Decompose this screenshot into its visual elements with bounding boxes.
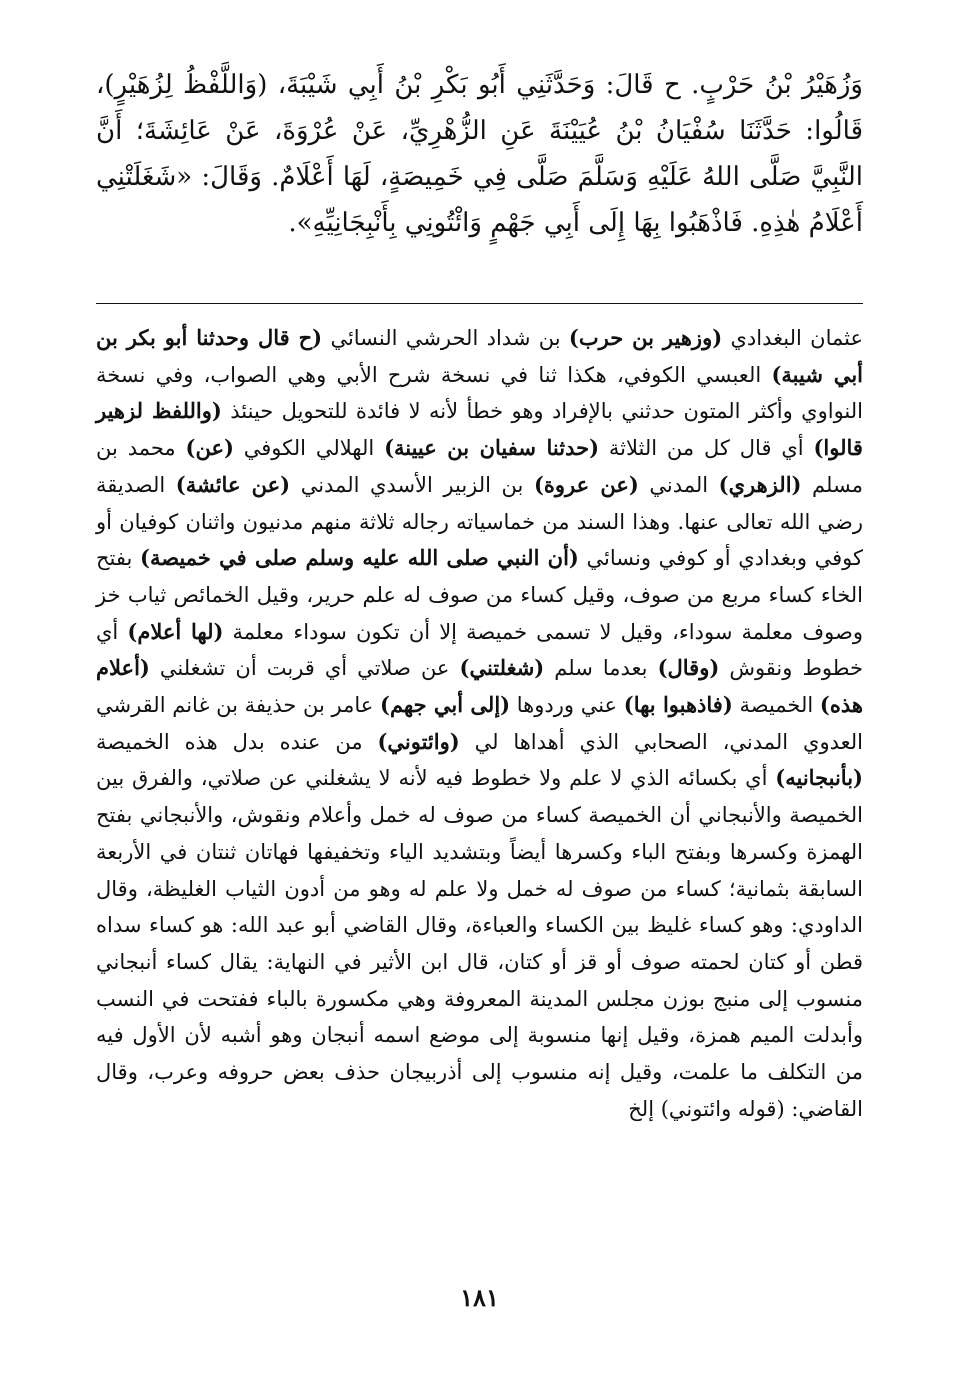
commentary-lemma: (الزهري) [718, 471, 802, 497]
commentary-lemma: (شغلتني) [459, 655, 545, 681]
commentary-block [96, 320, 863, 1127]
commentary-lemma: (عن عائشة) [175, 471, 291, 497]
commentary-text: الهلالي الكوفي [243, 436, 375, 461]
commentary-lemma: (إلى أبي جهم) [380, 692, 511, 718]
commentary-lemma: (حدثنا سفيان بن عيينة) [384, 435, 600, 461]
commentary-text: عامر بن حذيفة بن غانم القرشي العدوي المدني، الصحابي الذي أهداها لي [96, 693, 863, 754]
commentary-lemma: (عن) [185, 435, 234, 461]
commentary-lemma: (وزهير بن حرب) [568, 325, 723, 350]
commentary-text: عني وردوها [516, 693, 618, 718]
commentary-lemma: (عن عروة) [533, 471, 639, 497]
commentary-text: عثمان البغدادي [730, 326, 863, 350]
commentary-text: المدني [649, 472, 709, 497]
footnote-divider [96, 303, 863, 304]
commentary-text: الخميصة [739, 693, 814, 718]
commentary-text: بعدما سلم [554, 656, 648, 681]
commentary-lemma: (بأنبجانيه) [775, 765, 863, 791]
commentary-text: بفتح الخاء كساء مربع من صوف، وقيل كساء من صوف له علم حرير، وقيل الخمائص ثياب خز وصوف معلمة سوداء، وقيل لا تسمى خميصة إلا أن تكون سوداء معلمة [96, 546, 863, 644]
hadith-text-block [96, 62, 863, 246]
commentary-paragraph [96, 320, 863, 1127]
commentary-lemma: (وقال) [657, 655, 720, 681]
commentary-text: بن شداد الحرشي النسائي [330, 326, 561, 350]
hadith-text: وَزُهَيْرُ بْنُ حَرْبٍ. ح قَالَ: وَحَدَّثَنِي أَبُو بَكْرِ بْنُ أَبِي شَيْبَةَ، (وَاللَّفْظُ لِزُهَيْرٍ)، قَالُوا: حَدَّثَنَا سُفْيَانُ بْنُ عُيَيْنَةَ عَنِ الزُّهْرِيِّ، عَنْ عُرْوَةَ، عَنْ عَائِشَةَ؛ أَنَّ النَّبِيَّ صَلَّى اللهُ عَلَيْهِ وَسَلَّمَ صَلَّى فِي خَمِيصَةٍ، لَهَا أَعْلَامٌ. وَقَالَ: «شَغَلَتْنِي أَعْلَامُ هٰذِهِ. فَاذْهَبُوا بِهَا إِلَى أَبِي جَهْمٍ وَائْتُونِي بِأَنْبِجَانِيِّهِ». [96, 70, 863, 238]
commentary-text: العبسي الكوفي، هكذا ثنا في نسخة شرح الأبي وهي الصواب، وفي نسخة النواوي وأكثر المتون حدثني بالإفراد وهو خطأ لأنه لا فائدة للتحويل حينئذ [96, 362, 863, 424]
commentary-text: أي خطوط ونقوش [96, 619, 863, 681]
commentary-lemma: (وائتوني) [377, 728, 460, 754]
commentary-text: بن الزبير الأسدي المدني [300, 472, 524, 497]
commentary-text: من عنده بدل هذه الخميصة [96, 729, 363, 754]
commentary-text: الصديقة رضي الله تعالى عنها. وهذا السند من خماسياته رجاله ثلاثة منهم مدنيون واثنان كوفيان أو كوفي وبغدادي أو كوفي ونسائي [96, 472, 863, 571]
commentary-lemma: (أعلام هذه) [96, 655, 863, 718]
commentary-text: أي بكسائه الذي لا علم ولا خطوط فيه لأنه لا يشغلني عن صلاتي، والفرق بين الخميصة والأنبجاني أن الخميصة كساء من صوف له خمل وأعلام ونقوش، والأنبجاني بفتح الهمزة وكسرها وبفتح الباء وكسرها أيضاً وبتشديد الياء وتخفيفها فهاتان ثنتان في الأربعة السابقة بثمانية؛ كساء من صوف له خمل ولا علم له وهو من أدون الثياب الغليظة، وقال الداودي: وهو كساء غليظ بين الكساء والعباءة، وقال القاضي أبو عبد الله: هو كساء سداه قطن أو كتان لحمته صوف أو قز أو كتان، قال ابن الأثير في النهاية: يقال كساء أنبجاني منسوب إلى منبج بوزن مجلس المدينة المعروفة وهي مكسورة بالباء ففتحت في النسب وأبدلت الميم همزة، وقيل إنها منسوبة إلى موضع اسمه أنبجان وهو أشبه لأن الأول فيه من التكلف ما علمت، وقيل إنه منسوب إلى أذربيجان حذف بعض حروفه وعرب، وقال القاضي: (قوله وائتوني) إلخ [96, 766, 863, 1121]
commentary-text: عن صلاتي أي قربت أن تشغلني [159, 656, 450, 681]
commentary-lemma: (أن النبي صلى الله عليه وسلم صلى في خميصة) [140, 545, 579, 571]
commentary-text: محمد بن مسلم [96, 436, 863, 497]
commentary-text: أي قال كل من الثلاثة [608, 436, 804, 461]
page-number: ١٨١ [460, 1283, 499, 1312]
commentary-lemma: (واللفظ لزهير قالوا) [96, 398, 863, 461]
commentary-lemma: (فاذهبوا بها) [623, 692, 733, 718]
commentary-lemma: (لها أعلام) [127, 618, 224, 644]
commentary-lemma: (ح قال وحدثنا أبو بكر بن أبي شيبة) [96, 325, 863, 387]
